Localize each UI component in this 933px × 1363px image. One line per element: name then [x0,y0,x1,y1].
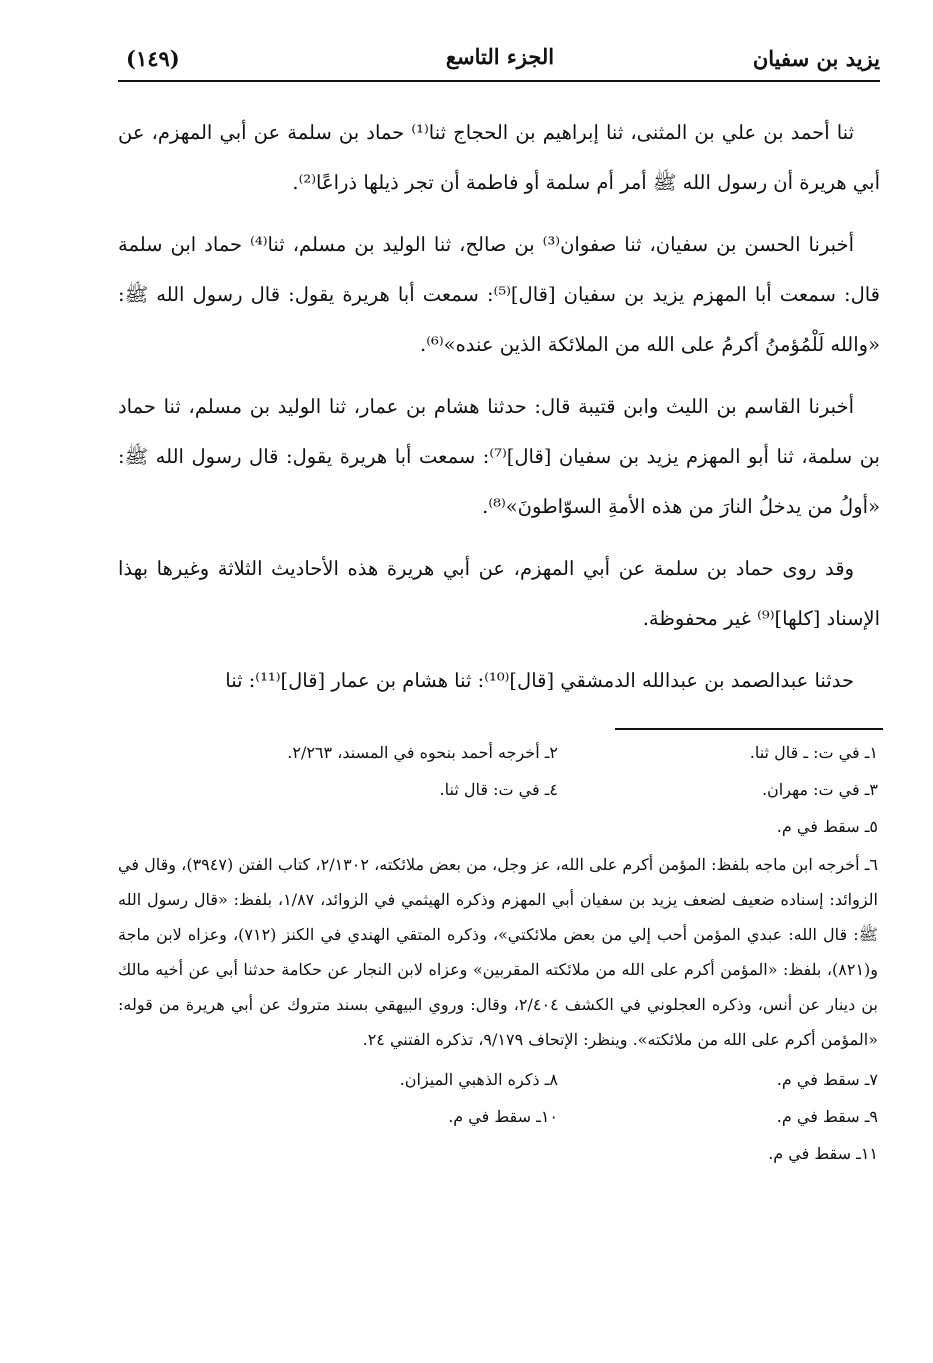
main-text [118,108,880,712]
paragraph-1: ثنا أحمد بن علي بن المثنى، ثنا إبراهيم بن الحجاج ثنا⁽¹⁾ حماد بن سلمة عن أبي المهزم، عن أبي هريرة أن رسول الله ﷺ أمر أم سلمة أو فاطمة أن تجر ذيلها ذراعًا⁽²⁾. [118,121,880,194]
paragraph-5: حدثنا عبدالصمد بن عبدالله الدمشقي [قال]⁽¹⁰⁾: ثنا هشام بن عمار [قال]⁽¹¹⁾: ثنا [225,669,854,692]
footnote-row [118,1063,878,1100]
footnote-separator [615,728,883,730]
footnote-row [118,736,878,773]
page-header [120,40,880,80]
footnote-1: ١ـ في ت: ـ قال ثنا. [749,743,878,762]
footnote-row [118,1137,878,1174]
footnote-8: ٨ـ ذكره الذهبي الميزان. [399,1070,558,1089]
footnote-row [118,773,878,810]
running-head-title: يزيد بن سفيان [752,46,880,71]
paragraph-2: أخبرنا الحسن بن سفيان، ثنا صفوان⁽³⁾ بن صالح، ثنا الوليد بن مسلم، ثنا⁽⁴⁾ حماد ابن سلمة قال: سمعت أبا المهزم يزيد بن سفيان [قال]⁽⁵⁾: سمعت أبا هريرة يقول: قال رسول الله ﷺ: «والله لَلْمُؤمنُ أكرمُ على الله من الملائكة الذين عنده»⁽⁶⁾. [118,233,880,356]
footnotes [118,736,878,1174]
footnote-3: ٣ـ في ت: مهران. [761,780,878,799]
footnote-6: ٦ـ أخرجه ابن ماجه بلفظ: المؤمن أكرم على الله، عز وجل، من بعض ملائكته، ٢/١٣٠٢، كتاب الفتن (٣٩٤٧)، وقال في الزوائد: إسناده ضعيف لضعف يزيد بن سفيان أبي المهزم وذكره الهيثمي في الزوائد، ١/٨٧، بلفظ: «قال رسول الله ﷺ: قال الله: عبدي المؤمن أحب إلي من بعض ملائكتي»، وذكره المتقي الهندي في الكنز (٧١٢)، وعزاه لابن ماجة و(٨٢١)، بلفظ: «المؤمن أكرم على الله من ملائكته المقربين» وعزاه لابن النجار عن حكامة حدثنا أبي عن أخيه مالك بن دينار عن أنس، وذكره العجلوني في الكشف ٢/٤٠٤، وقال: وروي البيهقي بسند متروك عن أبي هريرة من قوله: «المؤمن أكرم على الله من ملائكته». وينظر: الإتحاف ٩/١٧٩، تذكره الفتني ٢٤. [118,855,879,1049]
footnote-5: ٥ـ سقط في م. [776,817,878,836]
paragraph-4: وقد روى حماد بن سلمة عن أبي المهزم، عن أبي هريرة هذه الأحاديث الثلاثة وغيرها بهذا الإسناد [كلها]⁽⁹⁾ غير محفوظة. [118,557,880,630]
header-rule [118,80,880,82]
paragraph-3: أخبرنا القاسم بن الليث وابن قتيبة قال: حدثنا هشام بن عمار، ثنا الوليد بن مسلم، ثنا حماد بن سلمة، ثنا أبو المهزم يزيد بن سفيان [قال]⁽⁷⁾: سمعت أبا هريرة يقول: قال رسول الله ﷺ: «أولُ من يدخلُ النارَ من هذه الأمةِ السوّاطونَ»⁽⁸⁾. [118,395,880,518]
footnote-10: ١٠ـ سقط في م. [448,1107,558,1126]
footnote-7: ٧ـ سقط في م. [776,1070,878,1089]
footnote-2: ٢ـ أخرجه أحمد بنحوه في المسند، ٢/٢٦٣. [287,743,558,762]
footnote-4: ٤ـ في ت: قال ثنا. [439,780,558,799]
page-number: (١٤٩) [126,46,180,71]
running-head-volume: الجزء التاسع [445,44,555,69]
footnote-row [118,1100,878,1137]
footnote-row [118,810,878,847]
footnote-9: ٩ـ سقط في م. [776,1107,878,1126]
footnote-11: ١١ـ سقط في م. [768,1144,878,1163]
